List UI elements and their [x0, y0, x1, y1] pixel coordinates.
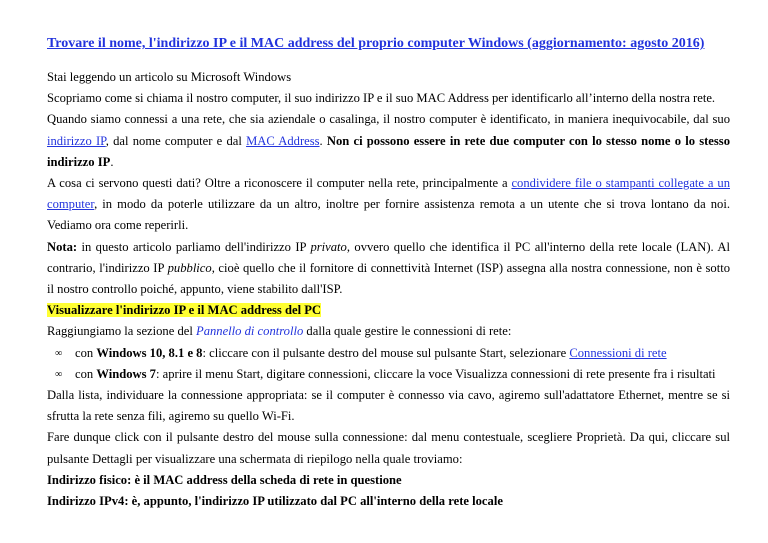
- paragraph-2: Quando siamo connessi a una rete, che sia aziendale o casalinga, il nostro computer è identificato, in maniera inequivocabile, dal suo indirizzo IP, dal nome computer e dal MAC Address. Non ci possono essere in rete due computer con lo stesso nome o lo stesso indirizzo IP.: [47, 112, 730, 169]
- article-title[interactable]: Trovare il nome, l'indirizzo IP e il MAC address del proprio computer Windows (aggiornamento: agosto 2016): [47, 36, 705, 51]
- intro-line: Stai leggendo un articolo su Microsoft Windows: [47, 70, 292, 84]
- bullet-icon: ∞: [55, 368, 63, 380]
- bullet-icon: ∞: [55, 347, 63, 359]
- condividere-file-link[interactable]: condividere file o stampanti collegate a un computer: [47, 176, 730, 212]
- list-item: ∞ con Windows 10, 8.1 e 8: cliccare con il pulsante destro del mouse sul pulsante Start, selezionare Connessioni di rete: [47, 343, 730, 364]
- bold-statement: Non ci possono essere in rete due computer con lo stesso nome o lo stesso indirizzo IP: [47, 133, 730, 169]
- article: [47, 34, 730, 512]
- paragraph-7: Indirizzo fisico: è il MAC address della scheda di rete in questione: [47, 472, 402, 487]
- connessioni-di-rete-link[interactable]: Connessioni di rete: [569, 345, 667, 360]
- pannello-controllo-text: Pannello di controllo: [196, 324, 304, 339]
- paragraph-8: Indirizzo IPv4: è, appunto, l'indirizzo IP utilizzato dal PC all'interno della rete locale: [47, 494, 503, 509]
- paragraph-4: Raggiungiamo la sezione del Pannello di controllo dalla quale gestire le connessioni di rete:: [47, 324, 512, 339]
- steps-list: [47, 343, 730, 385]
- paragraph-3: A cosa ci servono questi dati? Oltre a riconoscere il computer nella rete, principalmente a condividere file o stampanti collegate a un computer, in modo da poterle utilizzare da un altro, inoltre per fornire assistenza remota a un utente che si trova lontano da noi. Vediamo ora come reperirli.: [47, 176, 730, 233]
- indirizzo-ip-link[interactable]: indirizzo IP: [47, 133, 106, 148]
- paragraph-6: Fare dunque click con il pulsante destro del mouse sulla connessione: dal menu contestuale, scegliere Proprietà. Da qui, cliccare sul pulsante Dettagli per visualizzare una schermata di riepilogo nella quale troviamo:: [47, 430, 730, 466]
- mac-address-link[interactable]: MAC Address: [246, 133, 320, 148]
- list-item: ∞ con Windows 7: aprire il menu Start, digitare connessioni, cliccare la voce Visualizza connessioni di rete presente fra i risultati: [47, 364, 730, 385]
- paragraph-5: Dalla lista, individuare la connessione appropriata: se il computer è connesso via cavo, agiremo sull'adattatore Ethernet, mentre se si sfrutta la rete senza fili, agiremo su quello Wi-Fi.: [47, 388, 730, 424]
- paragraph-1: Scopriamo come si chiama il nostro computer, il suo indirizzo IP e il suo MAC Address per identificarlo all’interno della nostra rete.: [47, 91, 716, 106]
- section-heading: Visualizzare l'indirizzo IP e il MAC address del PC: [47, 303, 322, 318]
- note-label: Nota:: [47, 239, 78, 254]
- note-paragraph: Nota: in questo articolo parliamo dell'indirizzo IP privato, ovvero quello che identifica il PC all'interno della rete locale (LAN). Al contrario, l'indirizzo IP pubblico, cioè quello che il fornitore di connettività Internet (ISP) assegna alla nostra connessione, non è sotto il nostro controllo poiché, appunto, viene stabilito dall'ISP.: [47, 239, 730, 297]
